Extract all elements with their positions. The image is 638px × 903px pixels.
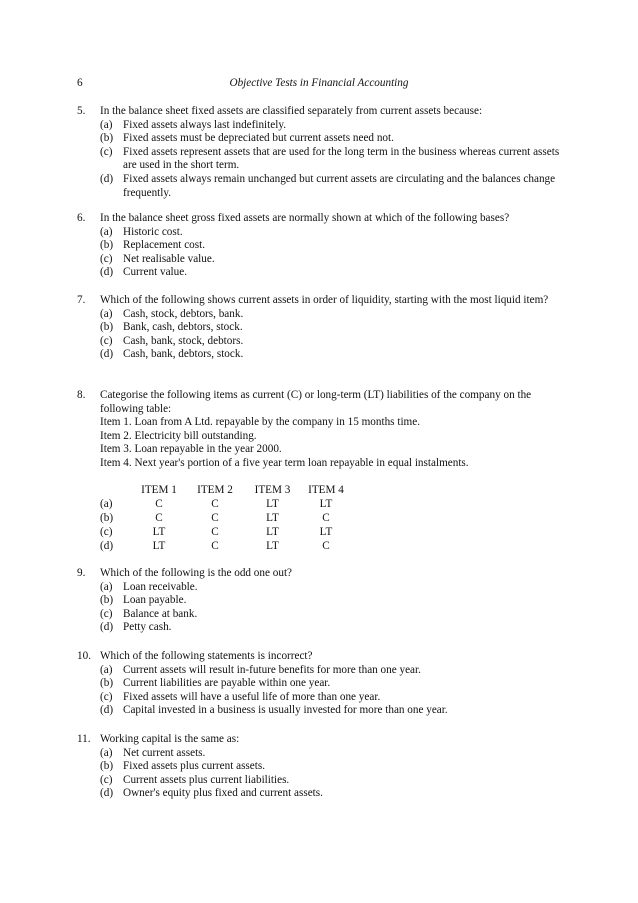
- option-letter: (b): [100, 239, 114, 252]
- item-line: Item 2. Electricity bill outstanding.: [100, 429, 257, 442]
- option-letter: (d): [100, 787, 114, 800]
- table-row: [100, 498, 350, 512]
- table-cell: C: [322, 539, 330, 552]
- question-text: In the balance sheet gross fixed assets are normally shown at which of the following bases?: [100, 212, 510, 224]
- option-letter: (a): [100, 307, 113, 320]
- table-cell: (d): [100, 539, 114, 552]
- table-cell: LT: [266, 539, 279, 552]
- option-letter: (a): [100, 225, 113, 238]
- table-header: [100, 484, 131, 498]
- question-11: [77, 733, 563, 801]
- option-b: [100, 594, 563, 608]
- option-letter: (b): [100, 321, 114, 334]
- question-text: Which of the following shows current assets in order of liquidity, starting with the most liquid item?: [100, 294, 549, 306]
- question-number: 10.: [77, 650, 91, 662]
- option-b: [100, 321, 563, 335]
- table-cell: C: [211, 539, 219, 552]
- table-header: ITEM 4: [308, 483, 344, 496]
- option-text: Balance at bank.: [123, 607, 198, 620]
- option-letter: (b): [100, 677, 114, 690]
- question-text: In the balance sheet fixed assets are classified separately from current assets because:: [100, 105, 483, 117]
- question-number: 6.: [77, 212, 86, 224]
- table-cell: LT: [152, 539, 166, 552]
- option-text: Capital invested in a business is usually invested for more than one year.: [123, 704, 448, 717]
- question-6: [77, 212, 563, 280]
- option-text: Cash, bank, stock, debtors.: [123, 334, 244, 347]
- table-row: [100, 526, 350, 540]
- table-cell: (c): [100, 525, 113, 538]
- question-10: [77, 650, 563, 718]
- option-c: [100, 146, 563, 173]
- table-cell: LT: [319, 525, 333, 538]
- option-b: [100, 677, 563, 691]
- option-text: Net current assets.: [123, 746, 206, 759]
- option-letter: (c): [100, 145, 113, 158]
- option-a: [100, 581, 563, 595]
- question-9: [77, 567, 563, 635]
- table-cell: LT: [152, 525, 166, 538]
- question-7: [77, 294, 563, 362]
- table-cell: C: [155, 511, 163, 524]
- item-line: Item 3. Loan repayable in the year 2000.: [100, 443, 282, 456]
- option-text: Current assets plus current liabilities.: [123, 773, 290, 786]
- running-title: Objective Tests in Financial Accounting: [229, 77, 409, 89]
- option-d: [100, 704, 563, 718]
- question-text: Which of the following is the odd one out?: [100, 567, 293, 579]
- option-b: [100, 132, 563, 146]
- option-text: Current assets will result in-future benefits for more than one year.: [123, 663, 421, 676]
- option-text: Owner's equity plus fixed and current assets.: [123, 787, 323, 800]
- table-row: [100, 512, 350, 526]
- option-c: [100, 253, 563, 267]
- question-text: Working capital is the same as:: [100, 733, 240, 745]
- page-header: [77, 77, 561, 91]
- option-text: Fixed assets plus current assets.: [123, 760, 265, 773]
- option-text: Replacement cost.: [123, 239, 206, 252]
- option-text: Cash, stock, debtors, bank.: [123, 307, 244, 320]
- option-c: [100, 335, 563, 349]
- option-a: [100, 226, 563, 240]
- option-d: [100, 348, 563, 362]
- option-letter: (a): [100, 118, 113, 131]
- table-cell: LT: [319, 497, 333, 510]
- table-header-row: [100, 484, 350, 498]
- option-letter: (d): [100, 704, 114, 717]
- table-cell: C: [322, 511, 330, 524]
- option-letter: (c): [100, 607, 113, 620]
- option-letter: (a): [100, 746, 113, 759]
- option-text: Fixed assets represent assets that are used for the long term in the business whereas current assets are used in the short term.: [123, 145, 560, 172]
- option-b: [100, 760, 563, 774]
- option-letter: (b): [100, 132, 114, 145]
- option-d: [100, 787, 563, 801]
- option-letter: (d): [100, 621, 114, 634]
- option-text: Net realisable value.: [123, 252, 215, 265]
- option-d: [100, 621, 563, 635]
- question-8: [77, 389, 563, 554]
- option-letter: (b): [100, 594, 114, 607]
- table-cell: C: [211, 497, 219, 510]
- option-letter: (d): [100, 348, 114, 361]
- question-number: 11.: [77, 733, 91, 745]
- answer-table: [100, 484, 350, 554]
- item-line: Item 1. Loan from A Ltd. repayable by the company in 15 months time.: [100, 416, 421, 429]
- question-text: Categorise the following items as current (C) or long-term (LT) liabilities of the company on the following table:: [100, 389, 532, 415]
- question-number: 7.: [77, 294, 86, 306]
- option-letter: (a): [100, 663, 113, 676]
- table-cell: LT: [266, 511, 279, 524]
- option-letter: (c): [100, 252, 113, 265]
- table-header: ITEM 3: [254, 483, 291, 496]
- option-d: [100, 266, 563, 280]
- table-cell: (a): [100, 497, 113, 510]
- option-a: [100, 308, 563, 322]
- option-a: [100, 664, 563, 678]
- table-cell: LT: [266, 525, 279, 538]
- option-text: Bank, cash, debtors, stock.: [123, 321, 243, 334]
- option-c: [100, 774, 563, 788]
- option-text: Petty cash.: [123, 621, 172, 634]
- option-b: [100, 239, 563, 253]
- option-letter: (d): [100, 172, 114, 185]
- option-text: Current value.: [123, 266, 187, 279]
- option-text: Fixed assets will have a useful life of more than one year.: [123, 690, 381, 703]
- option-letter: (a): [100, 580, 113, 593]
- table-cell: C: [211, 511, 219, 524]
- page-number: 6: [77, 77, 83, 89]
- option-letter: (d): [100, 266, 114, 279]
- option-d: [100, 173, 563, 200]
- option-letter: (c): [100, 334, 113, 347]
- option-text: Current liabilities are payable within one year.: [123, 677, 331, 690]
- item-line: Item 4. Next year's portion of a five year term loan repayable in equal instalments.: [100, 456, 469, 469]
- question-number: 8.: [77, 389, 86, 401]
- table-header: ITEM 1: [141, 483, 177, 496]
- option-letter: (c): [100, 690, 113, 703]
- option-c: [100, 608, 563, 622]
- table-header: ITEM 2: [197, 483, 233, 496]
- question-text: Which of the following statements is incorrect?: [100, 650, 313, 662]
- option-text: Loan receivable.: [123, 580, 198, 593]
- option-text: Fixed assets always remain unchanged but current assets are circulating and the balances change frequently.: [123, 172, 556, 199]
- question-number: 9.: [77, 567, 86, 579]
- table-cell: C: [211, 525, 219, 538]
- option-text: Historic cost.: [123, 225, 183, 238]
- table-cell: (b): [100, 511, 114, 524]
- question-5: [77, 105, 563, 200]
- option-text: Fixed assets always last indefinitely.: [123, 118, 287, 131]
- table-row: [100, 540, 350, 554]
- option-letter: (b): [100, 760, 114, 773]
- option-a: [100, 747, 563, 761]
- option-text: Loan payable.: [123, 594, 187, 607]
- option-c: [100, 691, 563, 705]
- option-text: Cash, bank, debtors, stock.: [123, 348, 244, 361]
- table-cell: LT: [266, 497, 279, 510]
- table-cell: C: [155, 497, 163, 510]
- question-number: 5.: [77, 105, 86, 117]
- option-letter: (c): [100, 773, 113, 786]
- option-a: [100, 119, 563, 133]
- option-text: Fixed assets must be depreciated but current assets need not.: [123, 132, 394, 145]
